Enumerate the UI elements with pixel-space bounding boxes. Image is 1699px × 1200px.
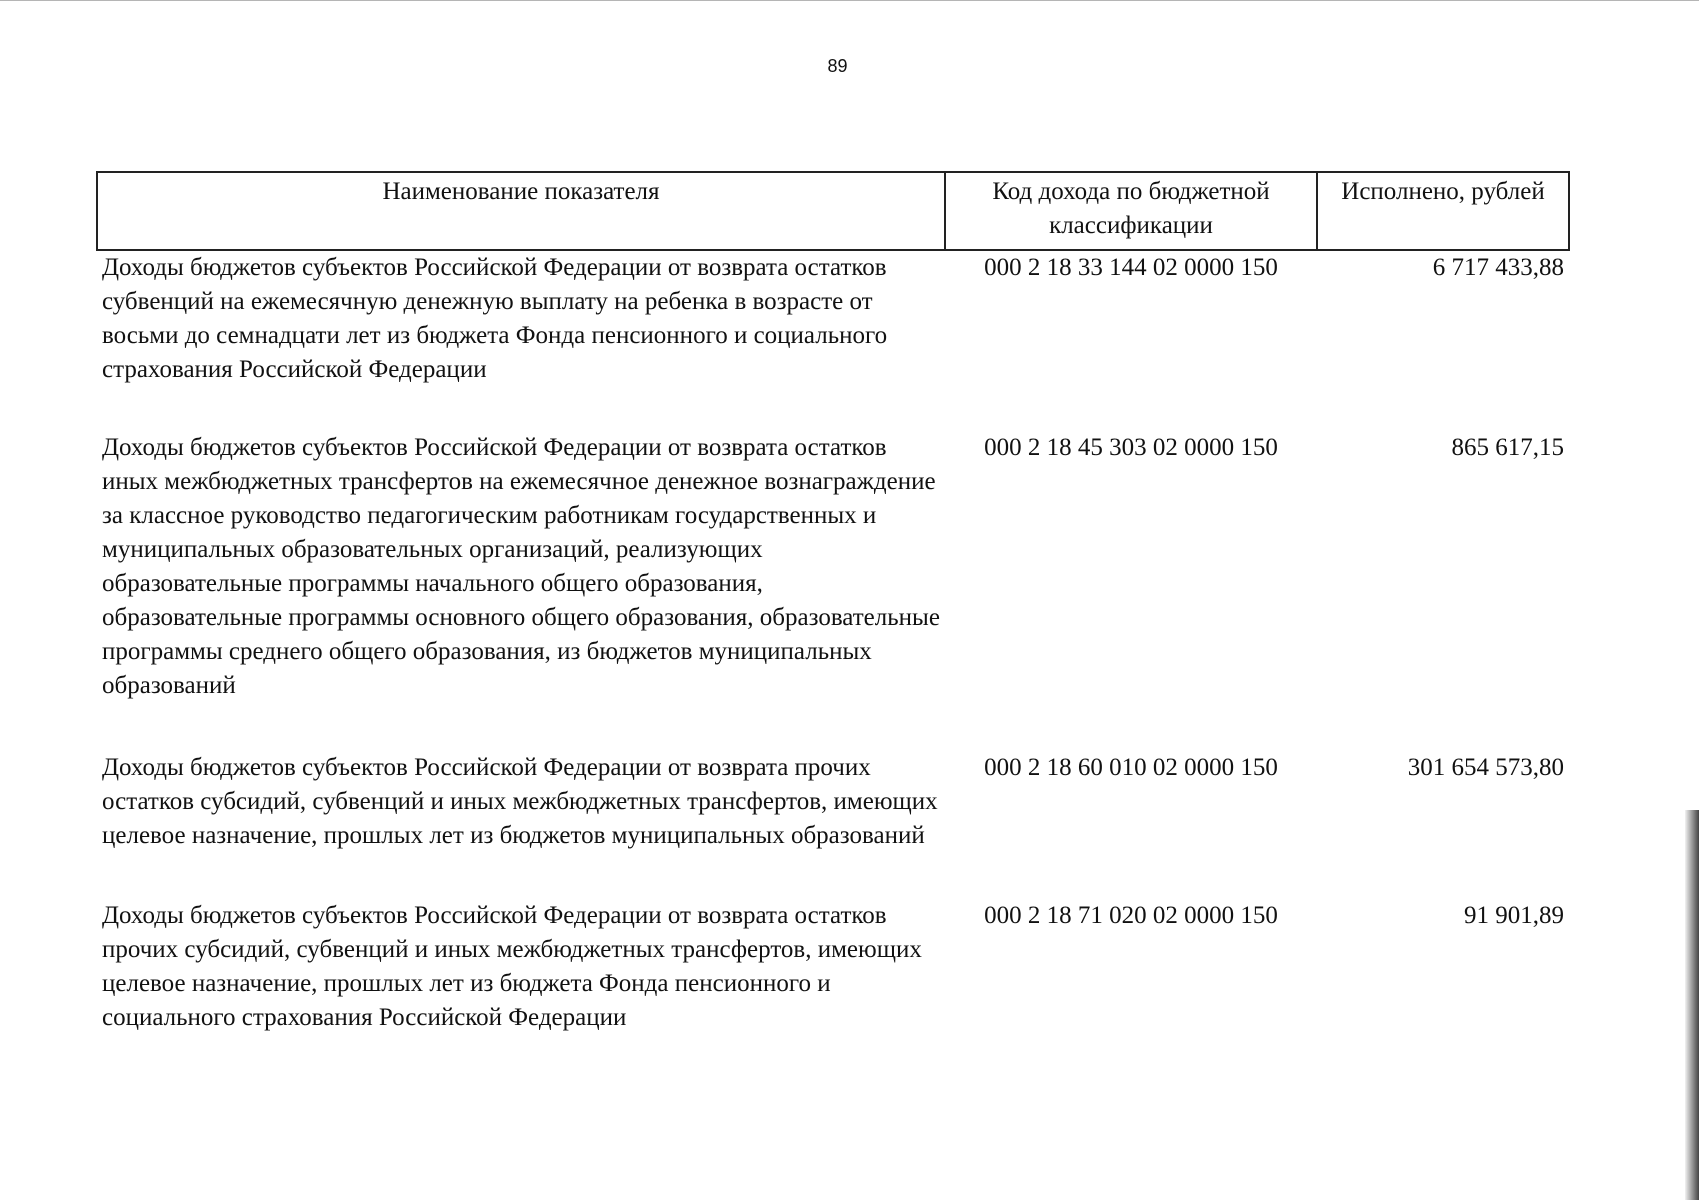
scan-edge-shadow	[1685, 810, 1699, 1200]
row-income-code: 000 2 18 45 303 02 0000 150	[984, 434, 1278, 461]
row-income-code: 000 2 18 33 144 02 0000 150	[984, 254, 1278, 281]
table-header-row	[97, 172, 1569, 250]
row-income-code: 000 2 18 71 020 02 0000 150	[984, 902, 1278, 929]
row-indicator-name: Доходы бюджетов субъектов Российской Федерации от возврата остатков субвенций на ежемесячную денежную выплату на ребенка в возрасте от восьми до семнадцати лет из бюджета Фонда пенсионного и социального страхования Российской Федерации	[102, 254, 888, 383]
table-row	[97, 250, 1569, 431]
row-indicator-name: Доходы бюджетов субъектов Российской Федерации от возврата остатков иных межбюджетных трансфертов на ежемесячное денежное вознаграждение за классное руководство педагогическим работникам государственных и муниципальных образовательных организаций, реализующих образовательные программы начального общего образования, образовательные программы основного общего образования, образовательные программы среднего общего образования, из бюджетов муниципальных образований	[102, 434, 940, 699]
table-row	[97, 431, 1569, 751]
row-executed-amount: 6 717 433,88	[1432, 254, 1564, 281]
page-top-border	[0, 0, 1699, 1]
header-executed-amount: Исполнено, рублей	[1317, 172, 1569, 250]
row-indicator-name: Доходы бюджетов субъектов Российской Федерации от возврата прочих остатков субсидий, субвенций и иных межбюджетных трансфертов, имеющих целевое назначение, прошлых лет из бюджетов муниципальных образований	[102, 754, 938, 849]
page-number: 89	[827, 56, 848, 76]
table-row	[97, 751, 1569, 899]
income-table	[96, 171, 1570, 1039]
row-executed-amount: 91 901,89	[1464, 902, 1564, 929]
table-row	[97, 899, 1569, 1039]
header-income-code: Код дохода по бюджетной классификации	[945, 172, 1317, 250]
row-executed-amount: 865 617,15	[1451, 434, 1564, 461]
header-indicator-name: Наименование показателя	[97, 172, 945, 250]
row-indicator-name: Доходы бюджетов субъектов Российской Федерации от возврата остатков прочих субсидий, субвенций и иных межбюджетных трансфертов, имеющих целевое назначение, прошлых лет из бюджета Фонда пенсионного и социального страхования Российской Федерации	[102, 902, 922, 1031]
row-executed-amount: 301 654 573,80	[1407, 754, 1564, 781]
row-income-code: 000 2 18 60 010 02 0000 150	[984, 754, 1278, 781]
